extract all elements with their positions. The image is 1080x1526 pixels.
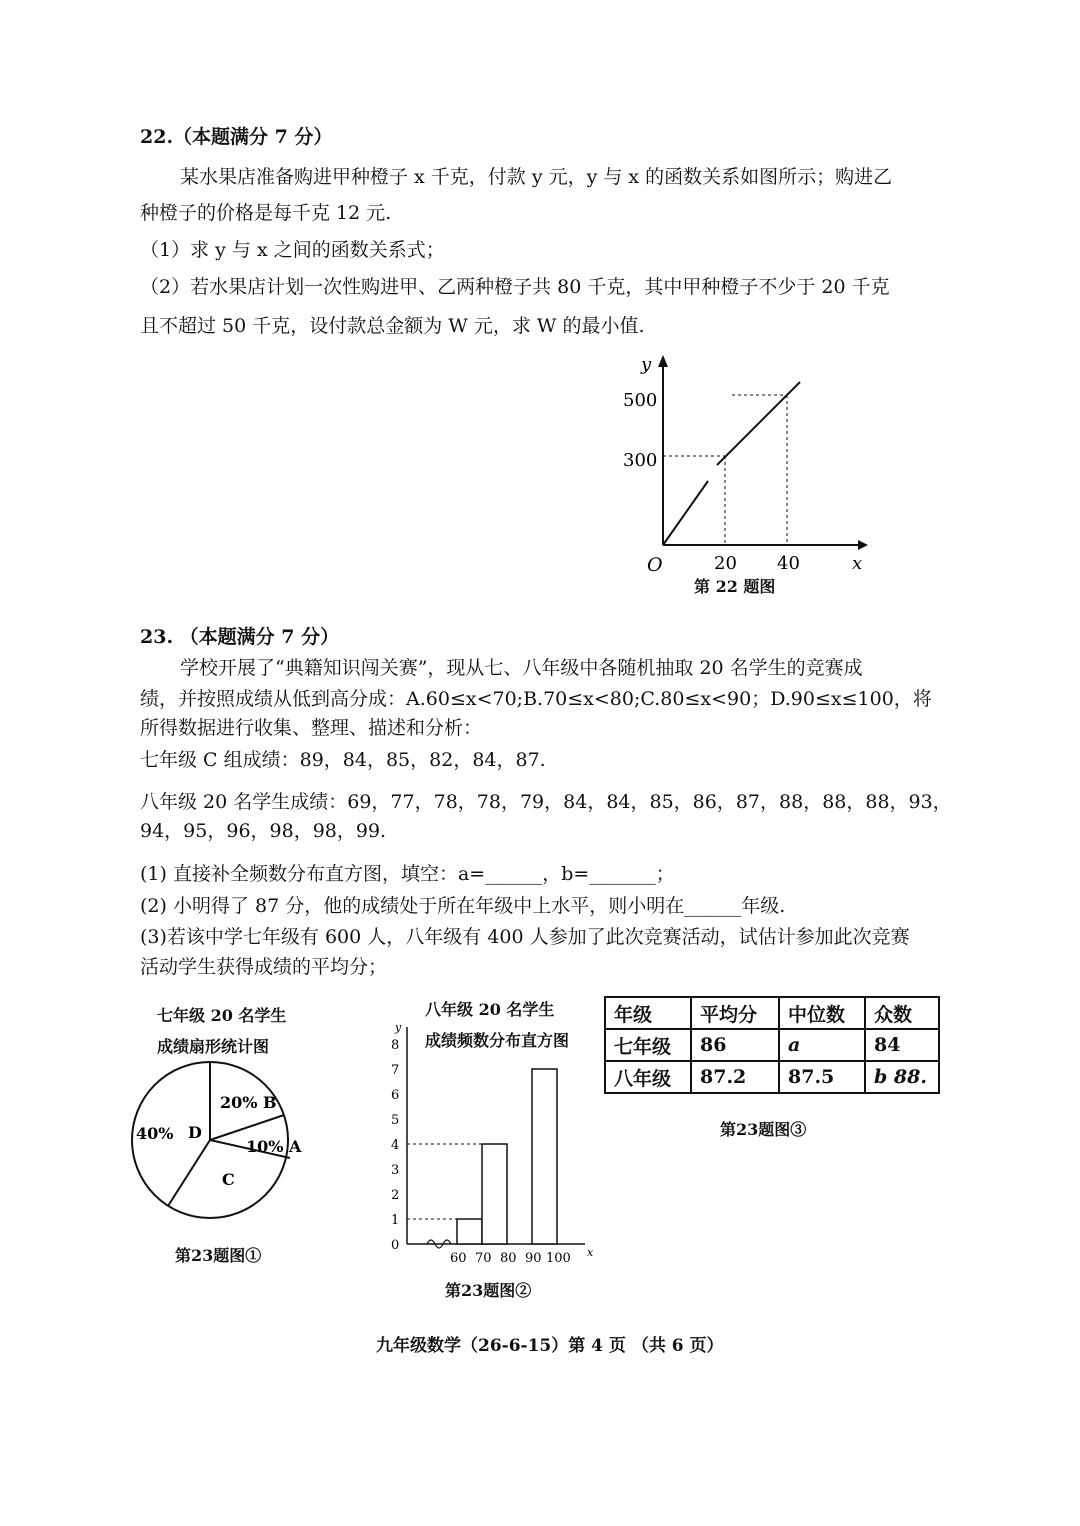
y-axis-label: y: [641, 354, 652, 375]
pie-label-c: C: [222, 1170, 235, 1189]
table-cell: 87.5: [779, 1061, 865, 1093]
pie-label-b: 20% B: [220, 1093, 277, 1112]
q23-grade7-scores: 七年级 C 组成绩：89，84，85，82，84，87.: [140, 749, 546, 771]
histogram-caption: 第23题图②: [445, 1281, 532, 1300]
histogram-title-line1: 八年级 20 名学生: [425, 1000, 555, 1019]
x-axis-label: x: [852, 553, 863, 574]
x-tick-20: 20: [714, 553, 737, 574]
histogram-x-label: x: [587, 1246, 594, 1259]
histogram-x-tick-label: 60: [450, 1251, 467, 1266]
q22-part2b: 且不超过 50 千克，设付款总金额为 W 元，求 W 的最小值.: [140, 315, 645, 337]
table-cell: b 88.: [865, 1061, 939, 1093]
histogram-y-tick-label: 2: [391, 1188, 400, 1203]
q23-header: 23. （本题满分 7 分）: [140, 626, 340, 648]
pie-label-a: 10% A: [246, 1137, 302, 1156]
q22-part1: （1）求 y 与 x 之间的函数关系式；: [140, 239, 445, 261]
histogram-title-line2: 成绩频数分布直方图: [425, 1031, 570, 1050]
q22-function-graph: [600, 345, 880, 600]
q23-line2: 绩，并按照成绩从低到高分成：A.60≤x<70;B.70≤x<80;C.80≤x<90；D.90≤x≤100，将: [140, 688, 932, 710]
q23-part2: (2) 小明得了 87 分，他的成绩处于所在年级中上水平，则小明在______年级.: [140, 895, 786, 917]
q23-grade8-scores-b: 94，95，96，98，98，99.: [140, 820, 387, 842]
x-axis-arrow: [858, 540, 868, 550]
pie-title-line1: 七年级 20 名学生: [157, 1006, 287, 1025]
pie-label-d-percent: 40%: [136, 1124, 174, 1143]
pie-label-d: D: [188, 1123, 202, 1142]
table-cell: 86: [691, 1029, 779, 1061]
table-row: [605, 1061, 939, 1093]
histogram-bar: [482, 1144, 507, 1244]
pie-caption: 第23题图①: [175, 1246, 262, 1265]
table-cell: 七年级: [605, 1029, 691, 1061]
table-caption: 第23题图③: [720, 1120, 807, 1139]
x-tick-40: 40: [777, 553, 800, 574]
page-footer: 九年级数学（26-6-15）第 4 页 （共 6 页）: [376, 1336, 724, 1356]
histogram-y-tick-label: 4: [391, 1138, 400, 1153]
histogram-y-tick-label: 3: [391, 1163, 400, 1178]
q23-grade8-scores-a: 八年级 20 名学生成绩：69，77，78，78，79，84，84，85，86，87，88，88，88，93，: [140, 791, 952, 813]
statistics-table: [604, 996, 940, 1094]
origin-label: O: [647, 554, 663, 576]
histogram-x-tick-label: 90: [525, 1251, 542, 1266]
histogram-y-label: y: [395, 1021, 402, 1034]
table-header-cell: 平均分: [691, 997, 779, 1029]
pie-title-line2: 成绩扇形统计图: [157, 1037, 270, 1056]
histogram-y-tick-label: 6: [391, 1088, 400, 1103]
q22-line1: 某水果店准备购进甲种橙子 x 千克，付款 y 元，y 与 x 的函数关系如图所示；购进乙: [180, 166, 893, 188]
q22-part2a: （2）若水果店计划一次性购进甲、乙两种橙子共 80 千克，其中甲种橙子不少于 20 千克: [140, 276, 890, 298]
table-cell: 84: [865, 1029, 939, 1061]
pie-chart: [130, 1060, 310, 1220]
histogram-x-tick-label: 100: [546, 1251, 571, 1266]
graph-segment-1: [663, 481, 708, 545]
q23-part3b: 活动学生获得成绩的平均分；: [140, 956, 388, 978]
histogram-bar: [457, 1219, 482, 1244]
table-header-cell: 年级: [605, 997, 691, 1029]
table-cell: a: [779, 1029, 865, 1061]
q22-header: 22.（本题满分 7 分）: [140, 126, 333, 148]
q23-line3: 所得数据进行收集、整理、描述和分析：: [140, 717, 483, 739]
table-header-cell: 众数: [865, 997, 939, 1029]
table-header-cell: 中位数: [779, 997, 865, 1029]
histogram-x-tick-label: 70: [475, 1251, 492, 1266]
table-row: [605, 1029, 939, 1061]
table-cell: 87.2: [691, 1061, 779, 1093]
histogram-y-tick-label: 0: [391, 1238, 400, 1253]
histogram-y-tick-label: 8: [391, 1038, 400, 1053]
q22-line2: 种橙子的价格是每千克 12 元.: [140, 202, 392, 224]
q22-graph-caption: 第 22 题图: [694, 577, 776, 596]
pie-divider-c-d: [168, 1140, 210, 1206]
histogram-y-tick-label: 5: [391, 1113, 400, 1128]
table-cell: 八年级: [605, 1061, 691, 1093]
histogram-y-tick-label: 7: [391, 1063, 400, 1078]
histogram-x-tick-label: 80: [500, 1251, 517, 1266]
table-header-row: [605, 997, 939, 1029]
q23-line1: 学校开展了“典籍知识闯关赛”，现从七、八年级中各随机抽取 20 名学生的竞赛成: [180, 657, 863, 679]
graph-segment-2: [717, 382, 800, 465]
y-tick-300: 300: [623, 450, 658, 471]
y-tick-500: 500: [623, 390, 658, 411]
y-axis-arrow: [658, 355, 668, 367]
q23-part1: (1) 直接补全频数分布直方图，填空：a=______，b=_______；: [140, 863, 675, 885]
histogram-y-tick-label: 1: [391, 1213, 400, 1228]
q23-part3a: (3)若该中学七年级有 600 人，八年级有 400 人参加了此次竞赛活动，试估计参加此次竞赛: [140, 926, 910, 948]
frequency-histogram: [385, 1015, 600, 1275]
histogram-bar: [532, 1069, 557, 1244]
